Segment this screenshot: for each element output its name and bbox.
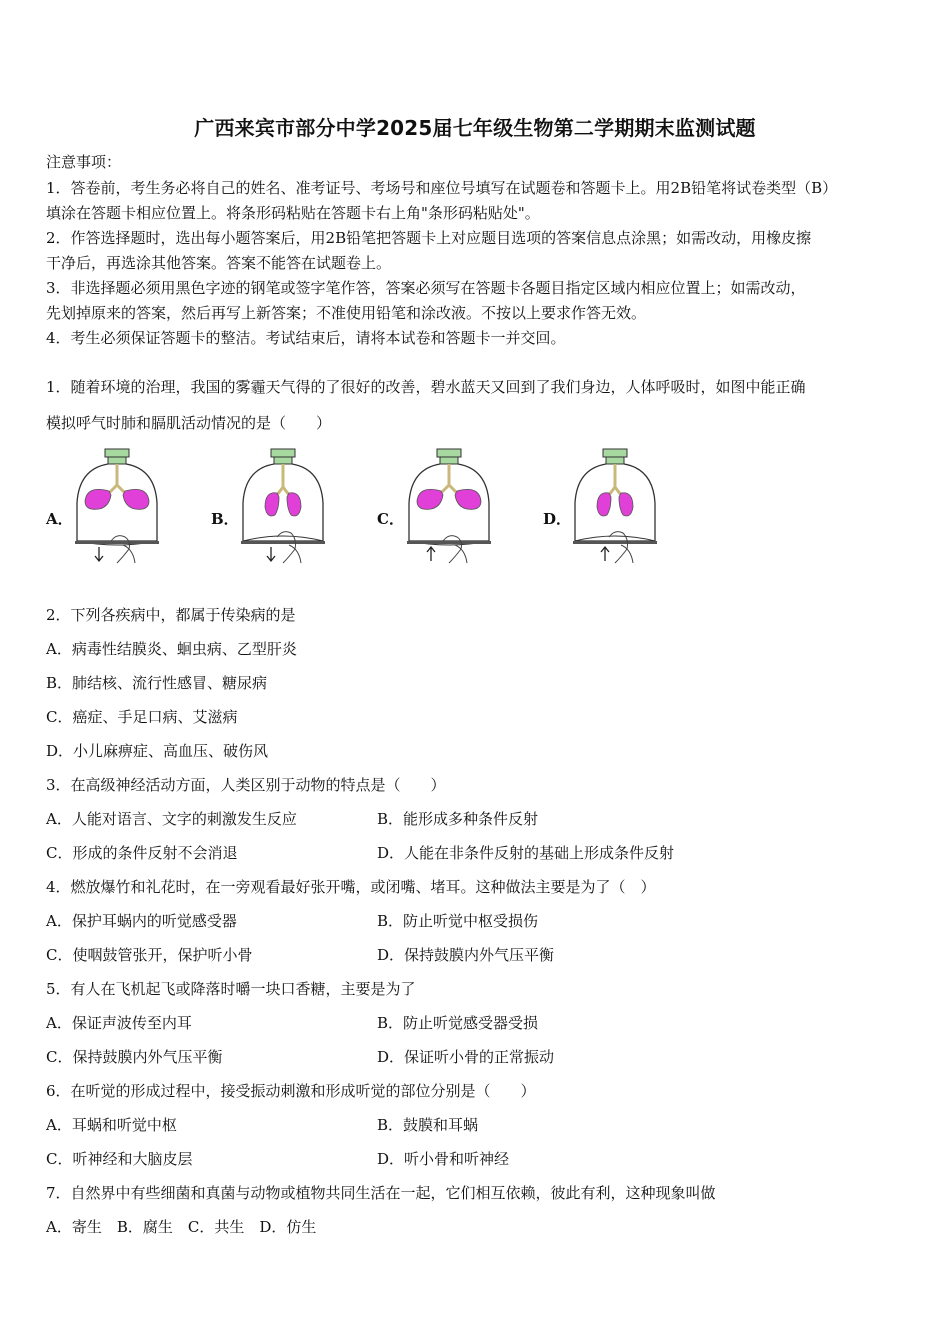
q2-option-a: A．病毒性结膜炎、蛔虫病、乙型肝炎 <box>46 640 297 658</box>
notice-line: 填涂在答题卡相应位置上。将条形码粘贴在答题卡右上角"条形码粘贴处"。 <box>46 204 540 222</box>
notice-line: 干净后，再选涂其他答案。答案不能答在试题卷上。 <box>46 254 392 272</box>
notice-line: 1．答卷前，考生务必将自己的姓名、准考证号、考场号和座位号填写在试题卷和答题卡上。用2B铅笔将试卷类型（B） <box>46 179 838 197</box>
q3-option-c: C．形成的条件反射不会消退 <box>46 844 238 862</box>
q2-stem: 2．下列各疾病中，都属于传染病的是 <box>46 606 296 624</box>
notice-line: 4．考生必须保证答题卡的整洁。考试结束后，请将本试卷和答题卡一并交回。 <box>46 329 566 347</box>
q4-option-d: D．保持鼓膜内外气压平衡 <box>377 946 555 964</box>
q4-stem: 4．燃放爆竹和礼花时，在一旁观看最好张开嘴，或闭嘴、堵耳。这种做法主要是为了（ ） <box>46 878 656 896</box>
q1-option-a-label: A． <box>46 510 73 528</box>
q5-option-a: A．保证声波传至内耳 <box>46 1014 192 1032</box>
q6-stem: 6．在听觉的形成过程中，接受振动刺激和形成听觉的部位分别是（ ） <box>46 1082 536 1100</box>
q6-option-d: D．听小骨和听神经 <box>377 1150 510 1168</box>
q4-option-b: B．防止听觉中枢受损伤 <box>377 912 539 930</box>
notice-line: 3．非选择题必须用黑色字迹的钢笔或签字笔作答，答案必须写在答题卡各题目指定区域内相应位置上；如需改动， <box>46 279 806 297</box>
q3-option-a: A．人能对语言、文字的刺激发生反应 <box>46 810 297 828</box>
q3-option-d: D．人能在非条件反射的基础上形成条件反射 <box>377 844 675 862</box>
q2-option-b: B．肺结核、流行性感冒、糖尿病 <box>46 674 268 692</box>
q5-option-c: C．保持鼓膜内外气压平衡 <box>46 1048 223 1066</box>
q4-option-a: A．保护耳蜗内的听觉感受器 <box>46 912 237 930</box>
q1-stem-line2: 模拟呼气时肺和膈肌活动情况的是（ ） <box>46 414 332 432</box>
q1-option-d-label: D． <box>543 510 572 528</box>
bell-jar-figure-b <box>239 445 329 570</box>
q5-option-b: B．防止听觉感受器受损 <box>377 1014 539 1032</box>
q6-option-c: C．听神经和大脑皮层 <box>46 1150 193 1168</box>
bell-jar-figure-a <box>73 445 163 570</box>
page-title: 广西来宾市部分中学2025届七年级生物第二学期期末监测试题 <box>194 116 756 140</box>
bell-jar-figure-c <box>405 445 495 570</box>
q6-option-b: B．鼓膜和耳蜗 <box>377 1116 479 1134</box>
q3-option-b: B．能形成多种条件反射 <box>377 810 539 828</box>
notice-heading: 注意事项： <box>46 153 122 171</box>
notice-line: 2．作答选择题时，选出每小题答案后，用2B铅笔把答题卡上对应题目选项的答案信息点涂黑；如需改动，用橡皮擦 <box>46 229 812 247</box>
q5-option-d: D．保证听小骨的正常振动 <box>377 1048 555 1066</box>
q5-stem: 5．有人在飞机起飞或降落时嚼一块口香糖，主要是为了 <box>46 980 416 998</box>
q4-option-c: C．使咽鼓管张开，保护听小骨 <box>46 946 253 964</box>
q6-option-a: A．耳蜗和听觉中枢 <box>46 1116 177 1134</box>
q2-option-d: D．小儿麻痹症、高血压、破伤风 <box>46 742 269 760</box>
q3-stem: 3．在高级神经活动方面，人类区别于动物的特点是（ ） <box>46 776 446 794</box>
q1-option-c-label: C． <box>377 510 404 528</box>
bell-jar-figure-d <box>571 445 661 570</box>
q2-option-c: C．癌症、手足口病、艾滋病 <box>46 708 238 726</box>
q1-option-b-label: B． <box>211 510 239 528</box>
q7-options: A．寄生 B．腐生 C．共生 D．仿生 <box>46 1218 317 1236</box>
q7-stem: 7．自然界中有些细菌和真菌与动物或植物共同生活在一起，它们相互依赖，彼此有利，这种现象叫做 <box>46 1184 716 1202</box>
notice-line: 先划掉原来的答案，然后再写上新答案；不准使用铅笔和涂改液。不按以上要求作答无效。 <box>46 304 647 322</box>
q1-stem-line1: 1．随着环境的治理，我国的雾霾天气得的了很好的改善，碧水蓝天又回到了我们身边，人体呼吸时，如图中能正确 <box>46 378 806 396</box>
